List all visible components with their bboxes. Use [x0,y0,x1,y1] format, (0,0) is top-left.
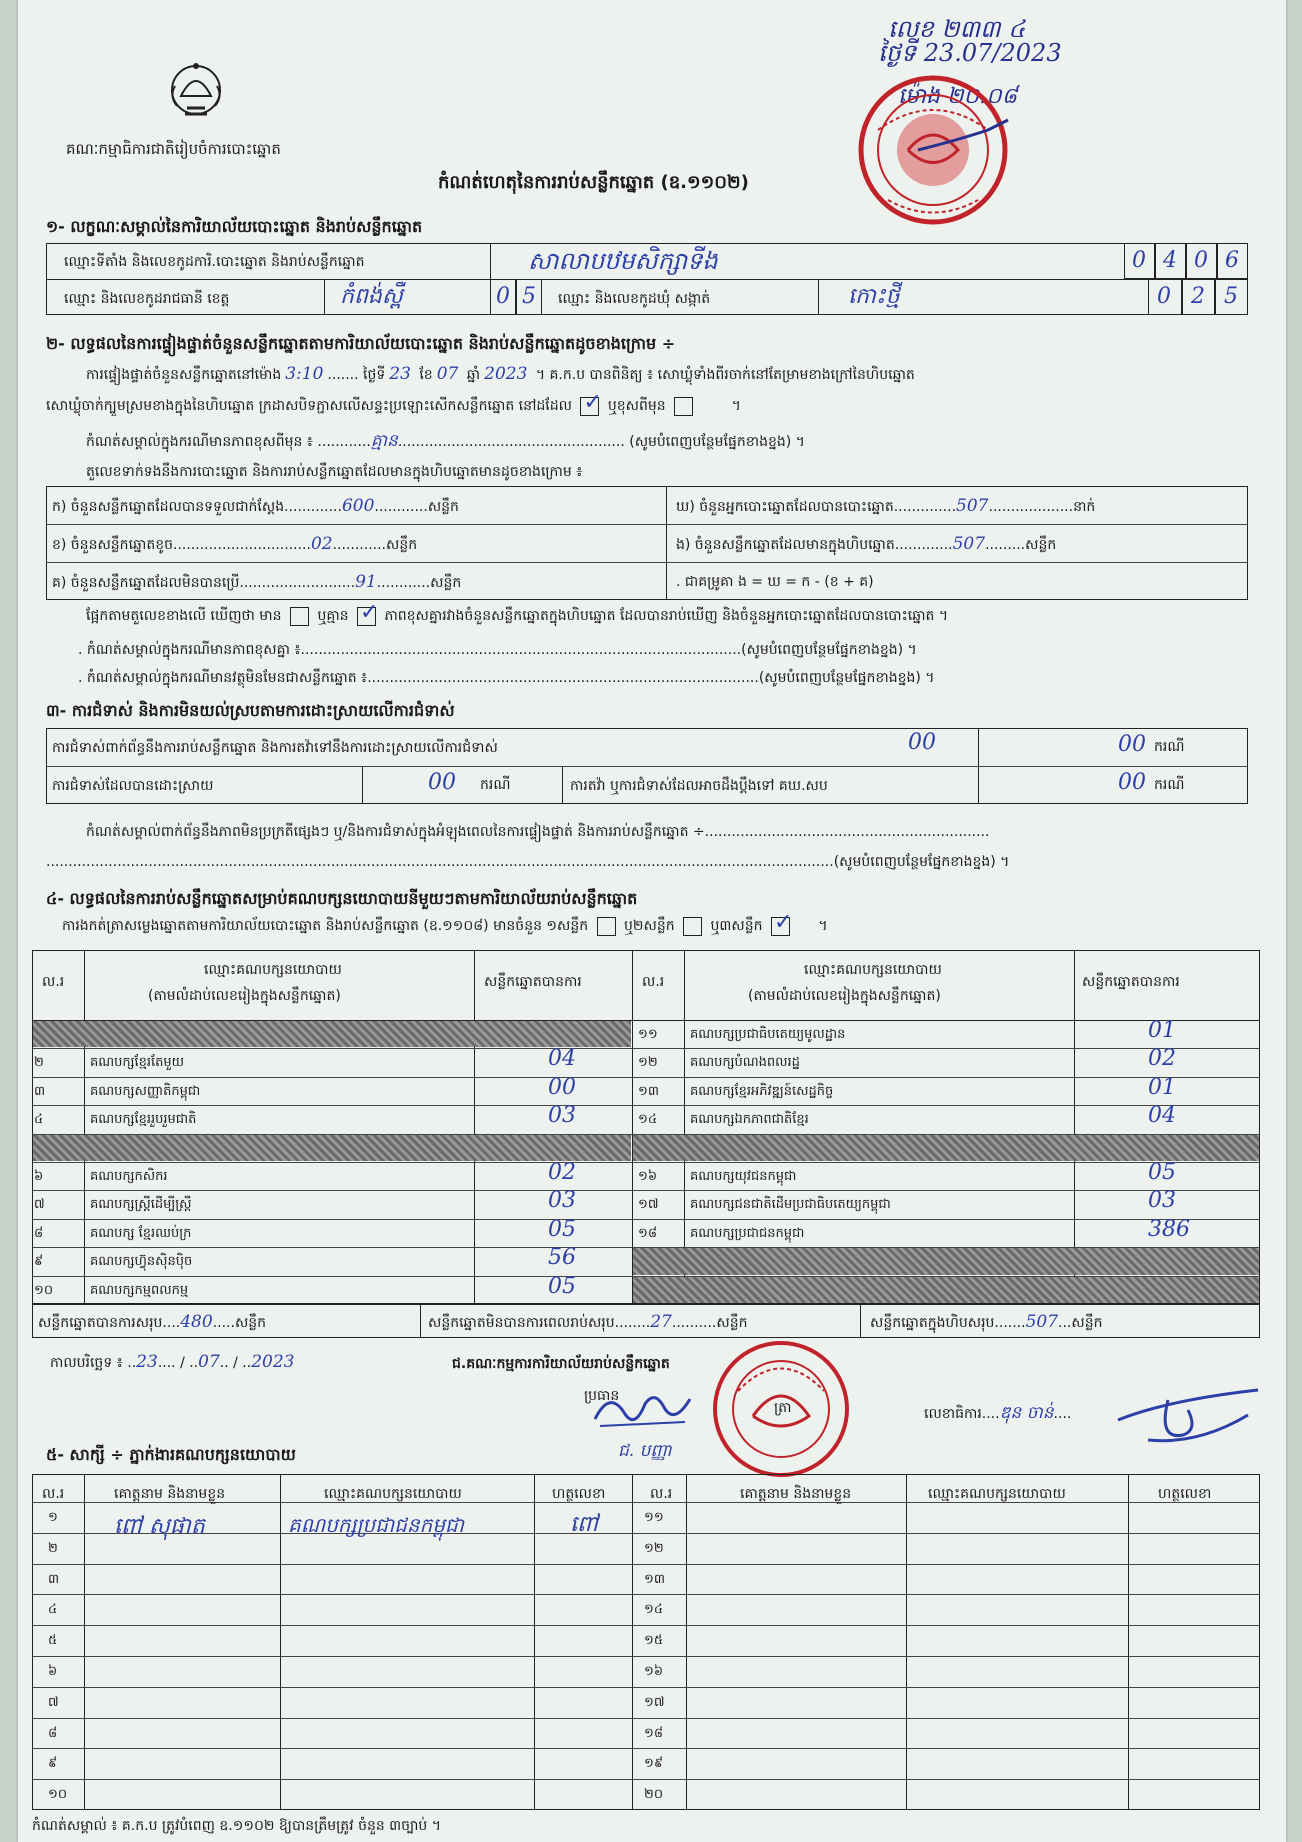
difference-note-line: កំណត់សម្គាល់ក្នុងករណីមានភាពខុសពីមុន ៖ ............គ្មាន................................................... (សូមបំពេញបន្ថែមផ្នែកខាងខ្នង) ។ [86,431,805,451]
party-name: គណបក្សប្រជាជនកម្ពុជា [690,1225,805,1241]
shaded-row [33,1135,631,1161]
resolved-label: ការជំទាស់ដែលបានដោះស្រាយ [52,778,214,794]
discrepancy-line: ផ្អែកតាមតួលេខខាងលើ ឃើញថា មាន ឬគ្មាន ✓ ភាពខុសគ្នារវាងចំនួនសន្លឹកឆ្នោតក្នុងហិបឆ្នោត ដែលបានរាប់ឃើញ និងចំនួនអ្នកបោះឆ្នោតដែលបានបោះឆ្នោត ។ [86,606,948,627]
party-name: គណបក្សជនជាតិដើមប្រជាធិបតេយ្យកម្ពុជា [690,1197,891,1213]
escalated-count: 00 ករណី [1118,770,1185,795]
commission-name: គណៈកម្មាធិការជាតិរៀបចំការបោះឆ្នោត [66,140,281,158]
party-votes: 00 [548,1074,576,1100]
witness-number: ១៤ [644,1602,664,1618]
party-number: ១១ [638,1027,658,1042]
total-invalid: សន្លឹកឆ្នោតមិនបានការពេលរាប់សរុប........27..........សន្លឹក [428,1312,748,1332]
row-divider [32,1687,1260,1688]
seal-label: ត្រា [774,1400,792,1416]
row-divider [32,1779,1260,1780]
witness-col-name-right: គោត្តនាម និងនាមខ្លួន [740,1486,852,1502]
site-code: 0 4 0 6 [1124,243,1248,279]
secretary: លេខាធិការ....ឌុន ចាន់.... [924,1403,1072,1423]
party-number: ៤ [34,1112,44,1128]
formula: . ជាគម្រូគា ង = ឃ = ក - (ខ + គ) [676,574,874,590]
box-ballots: ង) ចំនួនសន្លឹកឆ្នោតដែលមានក្នុងហិបឆ្នោត.............507.........សន្លឹក [676,534,1057,554]
total-all: សន្លឹកឆ្នោតក្នុងហិបសរុប.......507...សន្លឹក [870,1312,1103,1332]
witness-col-name-left: គោត្តនាម និងនាមខ្លួន [114,1486,226,1502]
witness-col-sign-right: ហត្ថលេខា [1158,1486,1212,1502]
witness-1-name: ពៅ សុផាត [114,1514,205,1539]
party-number: ៩ [34,1254,44,1270]
appeal-count: 00 ករណី [1118,732,1185,757]
col-no-left: ល.រ [42,974,65,990]
witness-number: ១៥ [644,1633,664,1649]
party-name: គណបក្ស ខ្មែរឈប់ក្រ [90,1225,192,1241]
secretary-signature-icon [1108,1380,1268,1450]
province-value: កំពង់ស្ពឺ [340,284,403,309]
verification-line: ការផ្ទៀងផ្ទាត់ចំនួនសន្លឹកឆ្នោតនៅម៉ោង 3:10 ....... ថ្ងៃទី 23 ខែ 07 ឆ្នាំ 2023 ។ គ.ក.ប បានពិនិត្យ ៖ សោឃ្លុំទាំងពីរចាក់នៅតែម្រាមខាងក្រៅនៃហិបឆ្នោត [86,364,915,384]
resolved-count: 00 ករណី [428,770,511,795]
party-name: គណបក្សកសិករ [90,1169,168,1184]
party-number: ១២ [638,1055,658,1071]
col-party-right: ឈ្មោះគណបក្សនយោបាយ [804,962,942,978]
party-votes: 04 [548,1046,576,1072]
party-number: ២ [34,1055,44,1071]
column-divider [84,1474,85,1810]
party-votes: 386 [1148,1216,1190,1242]
row-divider [32,1162,632,1163]
shaded-row [633,1277,1259,1303]
row-divider [32,1190,632,1191]
commune-code: 0 2 5 [1148,279,1248,315]
irregularity-note-cont: .................................................................................................................................................................................(សូមបំពេញបន្ថែមផ្នែកខាងខ្នង) ។ [46,854,1010,870]
col-votes-right: សន្លឹកឆ្នោតបានការ [1082,974,1180,990]
column-divider [280,1474,281,1810]
witness-col-party-right: ឈ្មោះគណបក្សនយោបាយ [928,1486,1066,1502]
party-votes: 02 [1148,1046,1176,1072]
party-number: ១៦ [638,1169,658,1184]
site-value: សាលាបឋមសិក្សាទីង [528,247,718,275]
party-name: គណបក្សសញ្ញាតិកម្ពុជា [90,1083,201,1099]
voters-count: ឃ) ចំនួនអ្នកបោះឆ្នោតដែលបានបោះឆ្នោត..............507...................នាក់ [676,496,1096,516]
total-valid: សន្លឹកឆ្នោតបានការសរុប....480.....សន្លឹក [38,1312,267,1332]
column-divider [632,1474,633,1810]
witness-col-sign-left: ហត្ថលេខា [552,1486,606,1502]
witness-number: ១០ [48,1787,68,1803]
party-number: ៦ [34,1169,44,1184]
witness-number: ១ [48,1510,58,1525]
row-divider [32,1276,632,1277]
same-checkbox[interactable] [580,397,599,416]
witness-1-signature: ពៅ [570,1512,598,1537]
section1-heading: ១- លក្ខណៈសម្គាល់នៃការិយាល័យបោះឆ្នោត និងរាប់សន្លឹកឆ្នោត [46,217,423,236]
column-divider [686,1474,687,1810]
party-name: គណបក្សខ្មែរតែមួយ [90,1055,185,1071]
form-title: កំណត់ហេតុនៃការរាប់សន្លឹកឆ្នោត (ឧ.១១០២) [438,172,749,193]
witness-number: ៥ [48,1633,58,1649]
col-votes-left: សន្លឹកឆ្នោតបានការ [484,974,582,990]
receipt-note: លេខ ២៣៣ ៤ ថ្ងៃទី 23.07/2023 ម៉ោង ២០.០៨ [878,15,1062,109]
witness-col-no-right: ល.រ [650,1486,673,1502]
footer-note: កំណត់សម្គាល់ ៖ គ.ក.ប ត្រូវបំពេញ ឧ.១១០២ ឱ្យបានត្រឹមត្រូវ ចំនួន ៣ច្បាប់ ។ [32,1818,442,1834]
commune-value: កោះថ្មី [848,284,900,309]
party-votes: 02 [548,1160,576,1185]
witness-number: ៩ [48,1756,58,1772]
official-seal-icon [848,70,1018,230]
col-party-sub-right: (តាមលំដាប់លេខរៀងក្នុងសន្លឹកឆ្នោត) [748,988,941,1004]
escalated-label: ការតវ៉ា ឬការជំទាស់ដែលអាចដឹងប្តឹងទៅ គឃ.សប [570,778,828,794]
party-number: ១៧ [638,1197,659,1213]
party-name: គណបក្សខ្មែរអភិវឌ្ឍន៍សេដ្ឋកិច្ច [690,1083,834,1099]
party-number: ៧ [34,1197,45,1213]
section4-heading: ៤- លទ្ធផលនៃការរាប់សន្លឹកឆ្នោតសម្រាប់គណបក្សនយោបាយនីមួយៗតាមការិយាល័យរាប់សន្លឹកឆ្នោត [46,889,638,908]
chair-label: ប្រធាន [584,1388,620,1404]
party-name: គណបក្សប្រជាធិបតេយ្យមូលដ្ឋាន [690,1027,846,1042]
witness-number: ១៣ [644,1571,665,1587]
irregularity-note: កំណត់សម្គាល់ពាក់ព័ន្ធនឹងភាពមិនប្រក្រតីផ្សេងៗ ឬ/និងការជំទាស់ក្នុងអំឡុងពេលនៃការផ្ទៀងផ្ទាត់ និងការរាប់សន្លឹកឆ្នោត ÷................................................................ [86,824,990,840]
party-votes: 01 [1148,1018,1176,1043]
column-divider [534,1474,535,1810]
row-divider [32,1533,1260,1534]
party-votes: 01 [1148,1074,1176,1100]
col-no-right: ល.រ [642,974,665,990]
party-number: ១០ [34,1282,54,1298]
document-page [18,0,1286,1842]
party-name: គណបក្សបំណងពលរដ្ឋ [690,1055,800,1071]
objection-label: ការជំទាស់ពាក់ព័ន្ធនឹងការរាប់សន្លឹកឆ្នោត និងការតវ៉ាទៅនឹងការដោះស្រាយលើការជំទាស់ [52,740,498,756]
party-votes: 03 [548,1103,576,1129]
row-divider [32,1105,632,1106]
emblem-icon [161,56,231,128]
party-votes: 03 [548,1188,576,1214]
spoiled-ballots: ខ) ចំនួនសន្លឹកឆ្នោតខូច...............................02............សន្លឹក [52,534,418,554]
row-divider [32,1077,632,1078]
site-label: ឈ្មោះទីតាំង និងលេខកូដការិ.បោះឆ្នោត និងរាប់សន្លឹកឆ្នោត [64,254,365,270]
party-name: គណបក្សឯកភាពជាតិខ្មែរ [690,1112,809,1128]
witness-number: ១៩ [644,1756,664,1772]
column-divider [906,1474,907,1810]
party-name: គណបក្សស្ត្រីដើម្បីស្ត្រី [90,1197,192,1213]
witness-number: ១៧ [644,1694,665,1710]
two-sheets-checkbox[interactable] [683,917,702,936]
discrepancy-note: . កំណត់សម្គាល់ក្នុងករណីមានភាពខុសគ្នា ៖...................................................................................................(សូមបំពេញបន្ថែមផ្នែកខាងខ្នង) ។ [78,642,917,658]
three-sheets-checkbox[interactable] [771,917,790,936]
witness-number: ២ [48,1540,58,1556]
commune-label: ឈ្មោះ និងលេខកូដឃុំ សង្កាត់ [558,291,711,307]
party-number: ៨ [34,1225,44,1241]
col-party-left: ឈ្មោះគណបក្សនយោបាយ [204,962,342,978]
party-votes: 05 [548,1273,576,1299]
discrepancy-yes-checkbox[interactable] [290,607,309,626]
party-name: គណបក្សខ្មែររួបរួមជាតិ [90,1112,197,1128]
witness-1-party: គណបក្សប្រជាជនកម្ពុជា [288,1513,464,1537]
committee-label: ជ.គណៈកម្មការការិយាល័យរាប់សន្លឹកឆ្នោត [452,1356,670,1372]
witness-number: ៤ [48,1602,58,1618]
row-divider [32,1564,1260,1565]
witness-col-party-left: ឈ្មោះគណបក្សនយោបាយ [324,1486,462,1502]
witness-number: ១១ [644,1510,664,1525]
party-votes: 03 [1148,1188,1176,1214]
row-divider [32,1718,1260,1719]
row-divider [32,1219,632,1220]
section3-heading: ៣- ការជំទាស់ និងការមិនយល់ស្របតាមការដោះស្រាយលើការជំទាស់ [46,701,455,720]
witness-number: ៨ [48,1725,58,1741]
witness-number: ៦ [48,1664,58,1679]
party-number: ៣ [34,1083,46,1099]
party-votes: 56 [548,1245,576,1271]
party-votes: 05 [1148,1160,1176,1185]
shaded-row [633,1135,1259,1161]
party-votes: 05 [548,1216,576,1242]
col-party-sub-left: (តាមលំដាប់លេខរៀងក្នុងសន្លឹកឆ្នោត) [148,988,341,1004]
province-label: ឈ្មោះ និងលេខកូដរាជធានី ខេត្ត [64,291,230,307]
objection-count: 00 [908,730,936,755]
witness-number: ៣ [48,1571,60,1587]
changed-checkbox[interactable] [674,397,693,416]
row-divider [32,1594,1260,1595]
row-divider [32,1656,1260,1657]
unused-ballots: គ) ចំនួនសន្លឹកឆ្នោតដែលមិនបានប្រើ..........................91............សន្លឹក [52,572,462,592]
signing-date: កាលបរិច្ឆេទ ៖ ..23.... / ..07.. / ..2023 [50,1352,295,1372]
chair-signature-icon [590,1384,700,1434]
tally-sheets-line: ការងកត់ត្រាសម្លេងឆ្នោតតាមការិយាល័យបោះឆ្នោត និងរាប់សន្លឹកឆ្នោត (ឧ.១១០៨) មានចំនួន ១សន្លឹក ឬ២សន្លឹក ឬ៣សន្លឹក ✓ ។ [62,916,828,937]
witness-number: ១២ [644,1540,664,1556]
party-name: គណបក្សយុវជនកម្ពុជា [690,1169,797,1184]
party-name: គណបក្សហ៊្វុនស៊ិនប៉ិច [90,1254,193,1270]
party-number: ១៤ [638,1112,658,1128]
discrepancy-no-checkbox[interactable] [357,607,376,626]
section5-heading: ៥- សាក្សី ÷ ភ្នាក់ងារគណបក្សនយោបាយ [46,1445,296,1464]
row-divider [32,1748,1260,1749]
witness-number: ២០ [644,1787,664,1803]
received-ballots: ក) ចំនួនសន្លឹកឆ្នោតដែលបានទទួលជាក់ស្តែង.............600............សន្លឹក [52,496,459,516]
row-divider [32,1625,1260,1626]
column-divider [1128,1474,1129,1810]
party-votes: 04 [1148,1103,1176,1129]
lock-status-line: សោឃ្លុំចាក់ក្បួមស្រមខាងក្នុងនៃហិបឆ្នោត ក្រដាសបិទភ្ជាសលើសន្ទះប្រឡោះសើកសន្លឹកឆ្នោត នៅដដែល ✓ ឬខុសពីមុន ។ [46,396,741,417]
shaded-row [633,1248,1259,1274]
witness-number: ៧ [48,1694,59,1710]
witness-number: ១៦ [644,1664,664,1679]
row-divider [32,1247,632,1248]
province-code: 0 5 [490,279,542,315]
party-name: គណបក្សកម្មពលកម្ម [90,1282,189,1298]
chair-name: ជ. បញ្ញា [618,1441,672,1461]
shaded-row [33,1021,631,1047]
section2-heading: ២- លទ្ធផលនៃការផ្ទៀងផ្ទាត់ចំនួនសន្លឹកឆ្នោតតាមការិយាល័យបោះឆ្នោត និងរាប់សន្លឹកឆ្នោតដូចខាងក្រោម ÷ [46,334,676,353]
row-divider [32,1048,632,1049]
one-sheet-checkbox[interactable] [597,917,616,936]
party-number: ១៨ [638,1225,658,1241]
party-number: ១៣ [638,1083,659,1099]
figures-intro: តួលេខទាក់ទងនឹងការបោះឆ្នោត និងការរាប់សន្លឹកឆ្នោតដែលមានក្នុងហិបឆ្នោតមានដូចខាងក្រោម ៖ [86,464,583,480]
foreign-object-note: . កំណត់សម្គាល់ក្នុងករណីមានវត្ថុមិនមែនជាសន្លឹកឆ្នោត ៖........................................................................................(សូមបំពេញបន្ថែមផ្នែកខាងខ្នង) ។ [78,670,935,686]
witness-col-no-left: ល.រ [42,1486,65,1502]
witness-number: ១៨ [644,1725,664,1741]
